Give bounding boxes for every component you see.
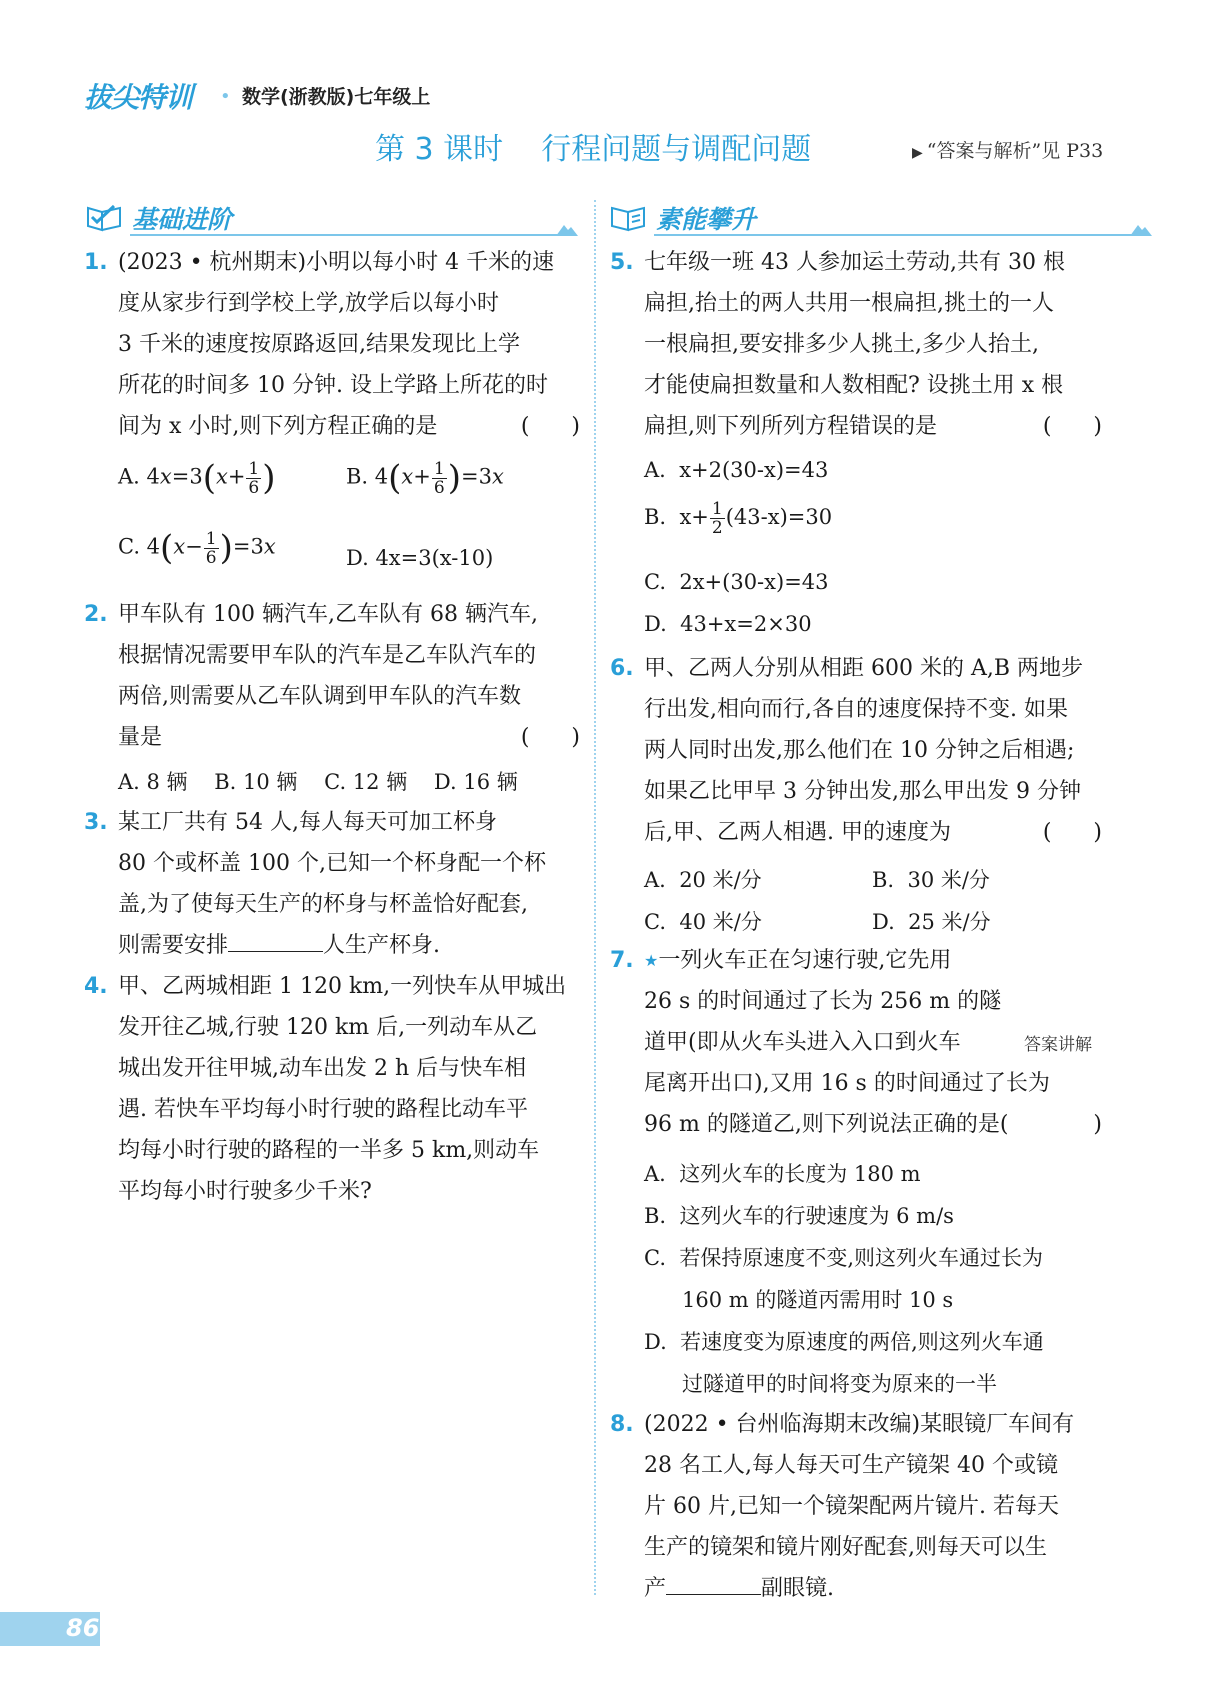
question-number: 4.: [84, 974, 108, 999]
answer-blank[interactable]: [666, 1572, 761, 1595]
option-c: C. 40 米/分: [644, 910, 762, 934]
lesson-title: 第 3 课时 行程问题与调配问题: [375, 132, 812, 167]
open-book-icon: [608, 202, 650, 232]
section-basic: [84, 200, 578, 240]
question-7: ★一列火车正在匀速行驶,它先用 26 s 的时间通过了长为 256 m 的隧 道甲(即从火车头进入入口到火车 尾离开出口),又用 16 s 的时间通过了长为 96 m 的隧道乙,则下列说法正确的是( ): [644, 948, 1102, 1137]
option-b: B. 这列火车的行驶速度为 6 m/s: [644, 1204, 954, 1228]
option-d: D. 若速度变为原速度的两倍,则这列火车通: [644, 1330, 1044, 1354]
question-2-options: A. 8 辆 B. 10 辆 C. 12 辆 D. 16 辆: [118, 770, 518, 794]
column-divider: [594, 200, 596, 1595]
question-3: 某工厂共有 54 人,每人每天可加工杯身 80 个或杯盖 100 个,已知一个杯身配一个杯 盖,为了使每天生产的杯身与杯盖恰好配套, 则需要安排 人生产杯身.: [118, 810, 546, 958]
page-header: [84, 72, 1144, 122]
play-triangle-icon: ▶: [912, 145, 923, 161]
option-d-continued: 过隧道甲的时间将变为原来的一半: [682, 1372, 997, 1396]
answer-reference: ▶ “答案与解析”见 P33: [912, 140, 1104, 162]
separator-dot: •: [220, 86, 231, 107]
option-a: A. 20 米/分: [644, 868, 762, 892]
option-b: B. 30 米/分: [872, 868, 990, 892]
question-number: 7.: [610, 948, 634, 973]
question-number: 1.: [84, 250, 108, 275]
question-number: 6.: [610, 656, 634, 681]
option-a: A. 这列火车的长度为 180 m: [644, 1162, 921, 1186]
question-1: (2023 • 杭州期末)小明以每小时 4 千米的速 度从家步行到学校上学,放学后以每小时 3 千米的速度按原路返回,结果发现比上学 所花的时间多 10 分钟. 设上学路上所花的时 间为 x 小时,则下列方程正确的是 ( ): [118, 250, 580, 439]
brand-logo: 拔尖特训: [84, 81, 193, 114]
mountain-icon: [1130, 222, 1152, 236]
option-b: B. x+ $\frac{1}{2}$ (43-x)=30: [644, 499, 833, 538]
question-number: 3.: [84, 810, 108, 835]
option-c: C. 2x+(30-x)=43: [644, 570, 829, 594]
question-number: 8.: [610, 1412, 634, 1437]
question-4: 甲、乙两城相距 1 120 km,一列快车从甲城出 发开往乙城,行驶 120 km 后,一列动车从乙 城出发开往甲城,动车出发 2 h 后与快车相 遇. 若快车平均每小时行驶的路程比动车平 均每小时行驶的路程的一半多 5 km,则动车 平均每小时行驶多少千米?: [118, 974, 567, 1204]
option-c-continued: 160 m 的隧道丙需用时 10 s: [682, 1288, 954, 1312]
option-c: C. 4(x− $\frac{1}{6}$ )=3x: [118, 528, 276, 568]
option-d: D. 43+x=2×30: [644, 612, 812, 636]
checkbook-icon: [84, 202, 126, 232]
question-5: 七年级一班 43 人参加运土劳动,共有 30 根 扁担,抬土的两人共用一根扁担,挑土的一人 一根扁担,要安排多少人挑土,多少人抬土, 才能使扁担数量和人数相配? 设挑土用 x 根 扁担,则下列所列方程错误的是 ( ): [644, 250, 1102, 439]
option-b: B. 4(x+ $\frac{1}{6}$ )=3x: [346, 458, 504, 498]
section-title: 素能攀升: [656, 205, 757, 234]
subject-label: 数学(浙教版)七年级上: [242, 86, 431, 108]
section-advanced: [608, 200, 1152, 240]
option-d: D. 4x=3(x-10): [346, 546, 494, 570]
answer-blank[interactable]: [228, 929, 323, 952]
option-a: A. x+2(30-x)=43: [644, 458, 829, 482]
question-number: 2.: [84, 602, 108, 627]
page-number: 86: [66, 1614, 100, 1642]
option-d: D. 25 米/分: [872, 910, 991, 934]
answer-explain-note: 答案讲解: [1024, 1035, 1092, 1055]
question-number: 5.: [610, 250, 634, 275]
question-2: 甲车队有 100 辆汽车,乙车队有 68 辆汽车, 根据情况需要甲车队的汽车是乙车队汽车的 两倍,则需要从乙车队调到甲车队的汽车数 量是 ( ): [118, 602, 580, 750]
option-c: C. 若保持原速度不变,则这列火车通过长为: [644, 1246, 1044, 1270]
star-icon: ★: [644, 951, 659, 970]
mountain-icon: [556, 222, 578, 236]
section-title: 基础进阶: [132, 205, 233, 234]
option-a: A. 4x=3(x+ $\frac{1}{6}$ ): [118, 458, 276, 498]
question-6: 甲、乙两人分别从相距 600 米的 A,B 两地步 行出发,相向而行,各自的速度保持不变. 如果 两人同时出发,那么他们在 10 分钟之后相遇; 如果乙比甲早 3 分钟出发,那么甲出发 9 分钟 后,甲、乙两人相遇. 甲的速度为 ( ): [644, 656, 1102, 845]
question-8: (2022 • 台州临海期末改编)某眼镜厂车间有 28 名工人,每人每天可生产镜架 40 个或镜 片 60 片,已知一个镜架配两片镜片. 若每天 生产的镜架和镜片刚好配套,则每天可以生 产 副眼镜.: [644, 1412, 1075, 1601]
